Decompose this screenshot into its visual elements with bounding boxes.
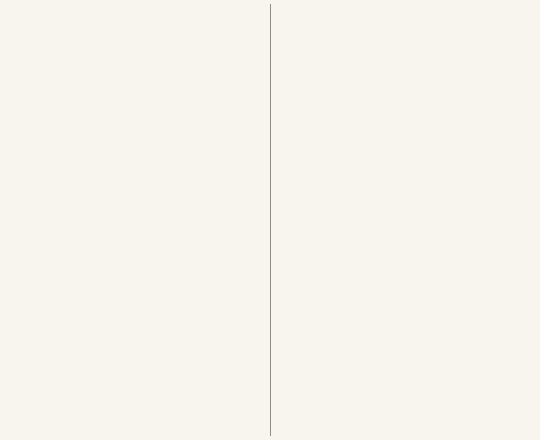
column-divider [270, 4, 271, 436]
left-column [6, 4, 264, 436]
right-column [277, 4, 535, 436]
